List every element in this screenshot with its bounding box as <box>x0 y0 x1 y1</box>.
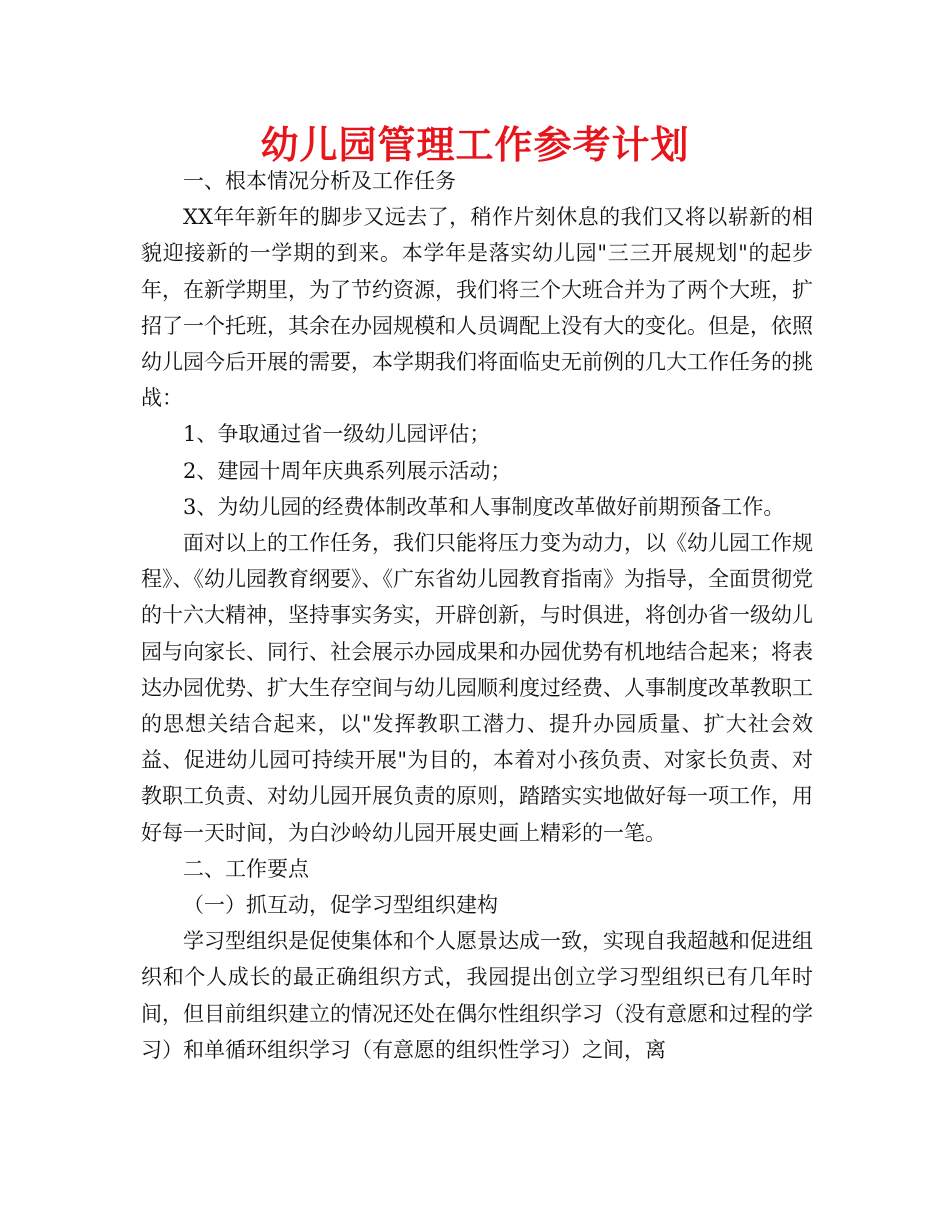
section-heading-1: 一、根本情况分析及工作任务 <box>183 169 456 193</box>
task-item-3: 3、为幼儿园的经费体制改革和人事制度改革做好前期预备工作。 <box>183 494 785 519</box>
intro-paragraph: XX年年新年的脚步又远去了，稍作片刻休息的我们又将以崭新的相貌迎接新的一学期的到来。本学年是落实幼儿园"三三开展规划"的起步年，在新学期里，为了节约资源，我们将三个大班合并为了两个大班，扩招了一个托班，其余在办园规模和人员调配上没有大的变化。但是，依照幼儿园今后开展的需要，本学期我们将面临史无前例的几大工作任务的挑战： <box>141 205 813 411</box>
subsection-heading-1: （一）抓互动，促学习型组织建构 <box>183 893 498 918</box>
document-body <box>141 163 813 1068</box>
learning-org-paragraph: 学习型组织是促使集体和个人愿景达成一致，实现自我超越和促进组织和个人成长的最正确组织方式，我园提出创立学习型组织已有几年时间，但目前组织建立的情况还处在偶尔性组织学习（没有意愿和过程的学习）和单循环组织学习（有意愿的组织性学习）之间，离 <box>141 929 813 1062</box>
task-item-2: 2、建园十周年庆典系列展示活动； <box>183 458 512 483</box>
task-item-1: 1、争取通过省一级幼儿园评估； <box>183 422 491 447</box>
section-heading-2: 二、工作要点 <box>183 856 309 881</box>
guiding-paragraph: 面对以上的工作任务，我们只能将压力变为动力，以《幼儿园工作规程》、《幼儿园教育纲要》、《广东省幼儿园教育指南》为指导，全面贯彻党的十六大精神，坚持事实务实，开辟创新，与时俱进，将创办省一级幼儿园与向家长、同行、社会展示办园成果和办园优势有机地结合起来；将表达办园优势、扩大生存空间与幼儿园顺利度过经费、人事制度改革教职工的思想关结合起来，以"发挥教职工潜力、提升办园质量、扩大社会效益、促进幼儿园可持续开展"为目的，本着对小孩负责、对家长负责、对教职工负责、对幼儿园开展负责的原则，踏踏实实地做好每一项工作，用好每一天时间，为白沙岭幼儿园开展史画上精彩的一笔。 <box>141 531 813 845</box>
document-title: 幼儿园管理工作参考计划 <box>260 123 690 167</box>
